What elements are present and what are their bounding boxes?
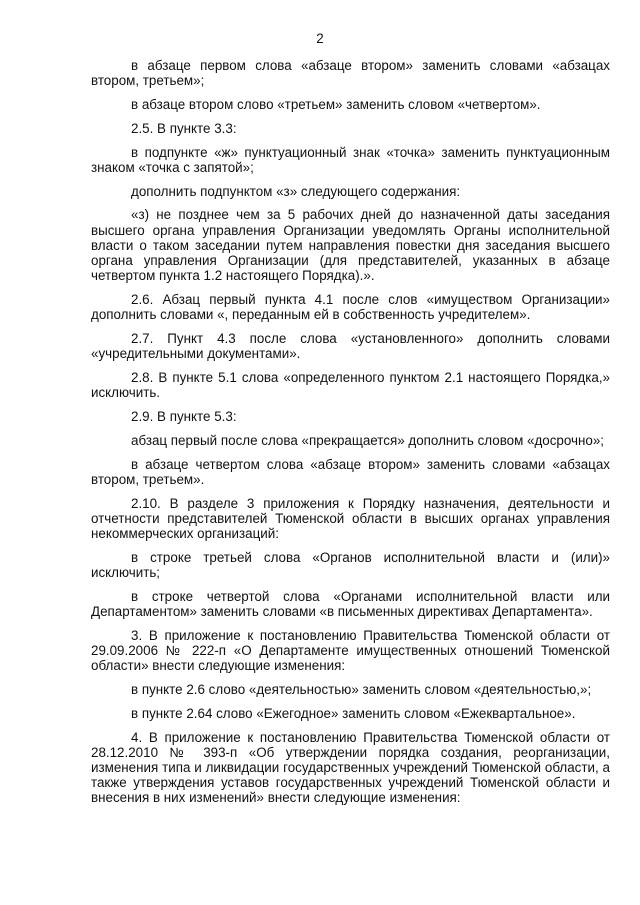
paragraph: дополнить подпунктом «з» следующего содержания: bbox=[131, 183, 461, 199]
page-number: 2 bbox=[316, 31, 324, 46]
paragraph: 2.7. Пункт 4.3 после слова «установленного» дополнить словами «учредительными документами». bbox=[91, 331, 610, 362]
paragraph: в абзаце первом слова «абзаце втором» заменить словами «абзацах втором, третьем»; bbox=[91, 58, 610, 89]
paragraph: 4. В приложение к постановлению Правительства Тюменской области от 28.12.2010 № 393-п «Об утверждении порядка создания, реорганизации, изменения типа и ликвидации государственных учреждений Тюменской области, а также утверждения уставов государственных учреждений Тюменской области и внесения в них изменений» внести следующие изменения: bbox=[91, 729, 610, 806]
paragraph: 2.5. В пункте 3.3: bbox=[131, 120, 237, 136]
paragraph: в подпункте «ж» пунктуационный знак «точка» заменить пунктуационным знаком «точка с запятой»; bbox=[91, 144, 610, 175]
paragraph: в пункте 2.6 слово «деятельностью» заменить словом «деятельностью,»; bbox=[131, 682, 592, 697]
paragraph: в абзаце четвертом слова «абзаце втором» заменить словами «абзацах втором, третьем». bbox=[91, 456, 610, 487]
paragraph: 2.9. В пункте 5.3: bbox=[131, 409, 237, 424]
paragraph: 2.8. В пункте 5.1 слова «определенного пунктом 2.1 настоящего Порядка,» исключить. bbox=[91, 370, 610, 401]
document-body bbox=[91, 58, 610, 814]
paragraph: абзац первый после слова «прекращается» дополнить словом «досрочно»; bbox=[131, 432, 605, 448]
paragraph: в строке четвертой слова «Органами исполнительной власти или Департаментом» заменить словами «в письменных директивах Департамента». bbox=[91, 588, 610, 619]
paragraph: 2.10. В разделе 3 приложения к Порядку назначения, деятельности и отчетности представителей Тюменской области в высших органах управления некоммерческих организаций: bbox=[91, 495, 610, 541]
paragraph: в пункте 2.64 слово «Ежегодное» заменить словом «Ежеквартальное». bbox=[131, 705, 576, 721]
paragraph: в строке третьей слова «Органов исполнительной власти и (или)» исключить; bbox=[91, 549, 610, 580]
paragraph: 2.6. Абзац первый пункта 4.1 после слов «имуществом Организации» дополнить словами «, переданным ей в собственность учредителем». bbox=[91, 292, 610, 323]
paragraph: «з) не позднее чем за 5 рабочих дней до назначенной даты заседания высшего органа управления Организации уведомлять Органы исполнительной власти о таком заседании путем направления повестки дня заседания высшего органа управления Организации (для представителей, указанных в абзаце четвертом пункта 1.2 настоящего Порядка).». bbox=[91, 207, 610, 284]
paragraph: в абзаце втором слово «третьем» заменить словом «четвертом». bbox=[131, 97, 541, 112]
paragraph: 3. В приложение к постановлению Правительства Тюменской области от 29.09.2006 № 222-п «О Департаменте имущественных отношений Тюменской области» внести следующие изменения: bbox=[91, 627, 610, 674]
